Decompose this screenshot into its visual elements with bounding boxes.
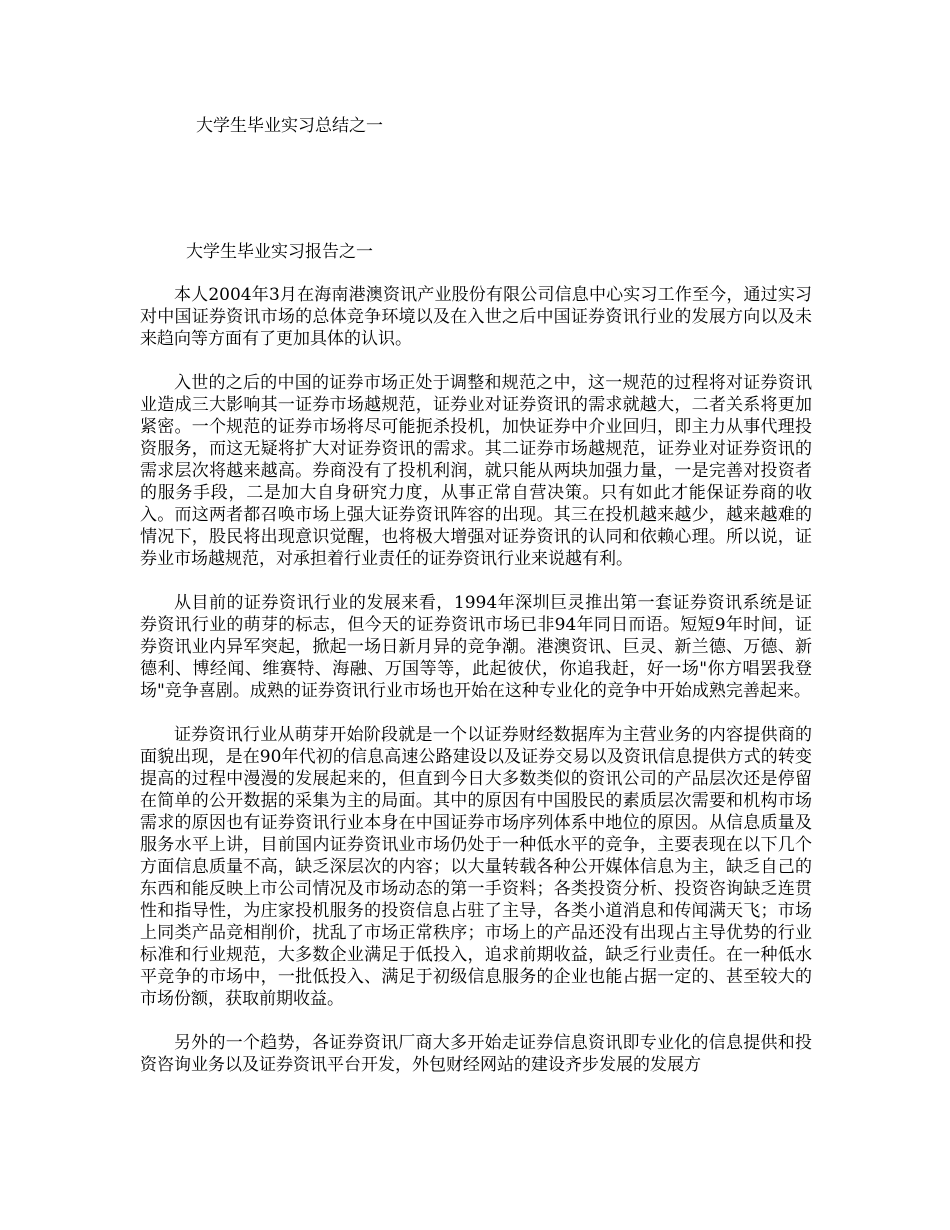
document-body: [140, 284, 812, 1098]
paragraph-4: 证券资讯行业从萌芽开始阶段就是一个以证券财经数据库为主营业务的内容提供商的面貌出现，是在90年代初的信息高速公路建设以及证券交易以及资讯信息提供方式的转变提高的过程中漫漫的发展起来的，但直到今日大多数类似的资讯公司的产品层次还是停留在简单的公开数据的采集为主的局面。其中的原因有中国股民的素质层次需要和机构市场需求的原因也有证券资讯行业本身在中国证券市场序列体系中地位的原因。从信息质量及服务水平上讲，目前国内证券资讯业市场仍处于一种低水平的竞争，主要表现在以下几个方面信息质量不高，缺乏深层次的内容；以大量转载各种公开媒体信息为主，缺乏自己的东西和能反映上市公司情况及市场动态的第一手资料；各类投资分析、投资咨询缺乏连贯性和指导性，为庄家投机服务的投资信息占驻了主导，各类小道消息和传闻满天飞；市场上同类产品竞相削价，扰乱了市场正常秩序；市场上的产品还没有出现占主导优势的行业标准和行业规范，大多数企业满足于低投入，追求前期收益，缺乏行业责任。在一种低水平竞争的市场中，一批低投入、满足于初级信息服务的企业也能占据一定的、甚至较大的市场份额，获取前期收益。: [140, 725, 812, 1009]
paragraph-2: 入世的之后的中国的证券市场正处于调整和规范之中，这一规范的过程将对证券资讯业造成三大影响其一证券市场越规范，证券业对证券资讯的需求就越大，二者关系将更加紧密。一个规范的证券市场将尽可能扼杀投机，加快证券中介业回归，即主力从事代理投资服务，而这无疑将扩大对证券资讯的需求。其二证券市场越规范，证券业对证券资讯的需求层次将越来越高。券商没有了投机利润，就只能从两块加强力量，一是完善对投资者的服务手段，二是加大自身研究力度，从事正常自营决策。只有如此才能保证券商的收入。而这两者都召唤市场上强大证券资讯阵容的出现。其三在投机越来越少，越来越难的情况下，股民将出现意识觉醒，也将极大增强对证券资讯的认同和依赖心理。所以说，证券业市场越规范，对承担着行业责任的证券资讯行业来说越有利。: [140, 373, 812, 569]
document-title: 大学生毕业实习总结之一: [196, 116, 383, 136]
document-subtitle: 大学生毕业实习报告之一: [186, 242, 373, 262]
paragraph-5: 另外的一个趋势，各证券资讯厂商大多开始走证券信息资讯即专业化的信息提供和投资咨询业务以及证券资讯平台开发，外包财经网站的建设齐步发展的发展方: [140, 1033, 812, 1075]
paragraph-3: 从目前的证券资讯行业的发展来看，1994年深圳巨灵推出第一套证券资讯系统是证券资讯行业的萌芽的标志，但今天的证券资讯市场已非94年同日而语。短短9年时间，证券资讯业内异军突起，掀起一场日新月异的竞争潮。港澳资讯、巨灵、新兰德、万德、新德利、博经闻、维赛特、海融、万国等等，此起彼伏，你追我赶，好一场"你方唱罢我登场"竞争喜剧。成熟的证券资讯行业市场也开始在这种专业化的竞争中开始成熟完善起来。: [140, 593, 812, 701]
paragraph-1: 本人2004年3月在海南港澳资讯产业股份有限公司信息中心实习工作至今，通过实习对中国证券资讯市场的总体竞争环境以及在入世之后中国证券资讯行业的发展方向以及未来趋向等方面有了更加具体的认识。: [140, 285, 812, 349]
